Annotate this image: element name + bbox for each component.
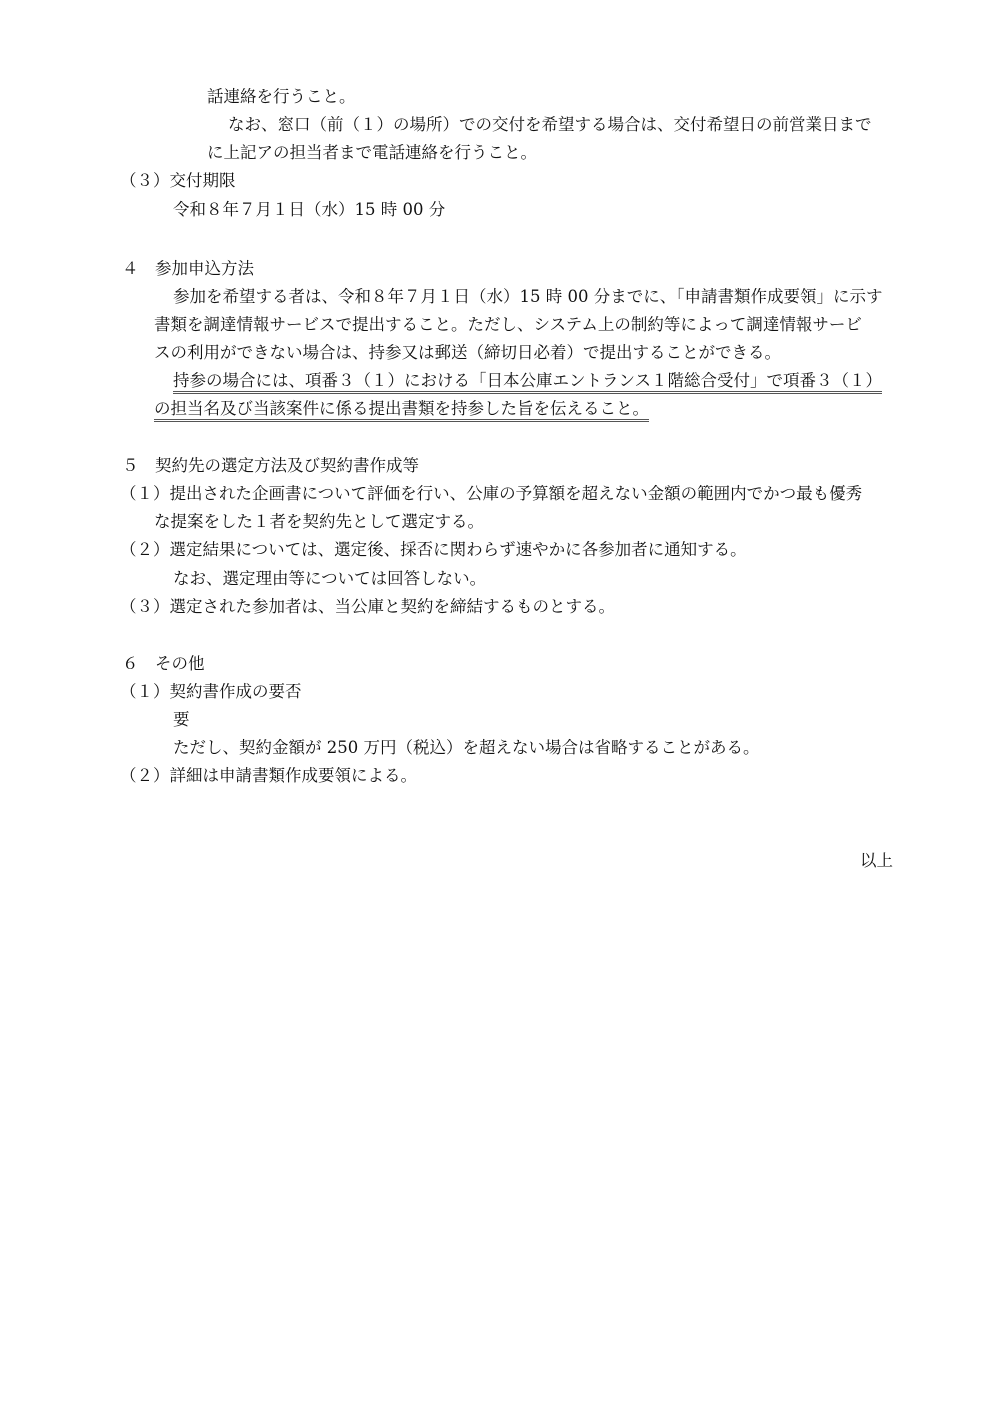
s6-item1: （１）契約書作成の要否 <box>120 682 302 701</box>
s3-3-heading: （３）交付期限 <box>120 171 236 190</box>
s5-item2-line2: なお、選定理由等については回答しない。 <box>173 569 487 588</box>
s4-p1-line2: 書類を調達情報サービスで提出すること。ただし、システム上の制約等によって調達情報サービ <box>154 315 862 334</box>
s3-3-value: 令和８年７月１日（水）15 時 00 分 <box>173 200 446 219</box>
closing-mark: 以上 <box>860 851 893 870</box>
s5-item1-line2: な提案をした１者を契約先として選定する。 <box>154 512 484 531</box>
s4-p1-line1: 参加を希望する者は、令和８年７月１日（水）15 時 00 分までに、「申請書類作成要領」に示す <box>173 287 883 306</box>
s6-item1-value: 要 <box>173 710 190 729</box>
s6-item2: （２）詳細は申請書類作成要領による。 <box>120 766 417 785</box>
s6-item1-note: ただし、契約金額が 250 万円（税込）を超えない場合は省略することがある。 <box>173 738 760 757</box>
s6-heading: ６ その他 <box>122 654 205 673</box>
s4-heading: ４ 参加申込方法 <box>122 259 254 278</box>
s5-item3: （３）選定された参加者は、当公庫と契約を締結するものとする。 <box>120 597 615 616</box>
s5-item1-line1: （１）提出された企画書について評価を行い、公庫の予算額を超えない金額の範囲内でかつ最も優秀 <box>120 484 863 503</box>
s4-p2-line1: 持参の場合には、項番３（１）における「日本公庫エントランス１階総合受付」で項番３（１） <box>173 371 882 394</box>
s3-cont-line2: なお、窓口（前（１）の場所）での交付を希望する場合は、交付希望日の前営業日まで <box>228 115 872 134</box>
s4-p2-line2: の担当名及び当該案件に係る提出書類を持参した旨を伝えること。 <box>154 399 649 422</box>
s5-item2-line1: （２）選定結果については、選定後、採否に関わらず速やかに各参加者に通知する。 <box>120 540 747 559</box>
s4-p1-line3: スの利用ができない場合は、持参又は郵送（締切日必着）で提出することができる。 <box>154 343 781 362</box>
s5-heading: ５ 契約先の選定方法及び契約書作成等 <box>122 456 419 475</box>
s3-cont-line1: 話連絡を行うこと。 <box>207 87 356 106</box>
s3-cont-line3: に上記アの担当者まで電話連絡を行うこと。 <box>207 143 537 162</box>
